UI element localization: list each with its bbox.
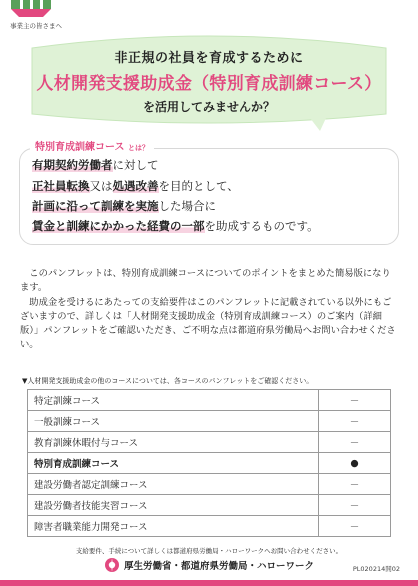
course-mark: －	[319, 411, 391, 432]
course-mark: －	[319, 495, 391, 516]
course-name: 一般訓練コース	[28, 411, 319, 432]
table-row	[28, 432, 391, 453]
page-title: 人材開発支援助成金（特別育成訓練コース）	[36, 74, 382, 94]
course-table	[27, 389, 391, 537]
intro-line1: 非正規の社員を育成するために	[114, 51, 304, 66]
course-mark: ●	[319, 453, 391, 474]
definition-line: 計画に沿って訓練を実施した場合に	[32, 199, 216, 213]
table-row	[28, 474, 391, 495]
course-name: 障害者職業能力開発コース	[28, 516, 319, 537]
course-mark: －	[319, 516, 391, 537]
table-row	[28, 516, 391, 537]
table-row	[28, 495, 391, 516]
ministry-name: 厚生労働省・都道府県労働局・ハローワーク	[124, 561, 315, 572]
table-row	[28, 390, 391, 411]
course-name: 特別育成訓練コース	[28, 453, 319, 474]
corner-logo	[8, 0, 54, 20]
course-name: 教育訓練休暇付与コース	[28, 432, 319, 453]
definition-line: 正社員転換又は処遇改善を目的として、	[32, 179, 239, 193]
course-name: 建設労働者認定訓練コース	[28, 474, 319, 495]
course-mark: －	[319, 390, 391, 411]
ministry-block	[104, 557, 314, 573]
pamphlet-code: PL020214開02	[352, 565, 400, 573]
course-mark: －	[319, 474, 391, 495]
course-name: 建設労働者技能実習コース	[28, 495, 319, 516]
intro-line3: を活用してみませんか？	[142, 100, 275, 114]
bottom-accent-bar	[0, 580, 418, 586]
course-mark: －	[319, 432, 391, 453]
intro-paragraph: このパンフレットは、特別育成訓練コースについてのポイントをまとめた簡易版になります。	[20, 268, 391, 293]
table-row	[28, 411, 391, 432]
ministry-logo-icon	[104, 557, 120, 573]
definition-label: 特別育成訓練コース とは？	[30, 138, 154, 153]
table-row-current	[28, 453, 391, 474]
table-note: ▼人材開発支援助成金の他のコースについては、各コースのパンフレットをご確認ください。	[22, 377, 314, 385]
footer-note: 支給要件、手続について詳しくは都道府県労働局・ハローワークへお問い合わせください。	[75, 547, 343, 555]
definition-line: 賃金と訓練にかかった経費の一部を助成するものです。	[32, 219, 319, 233]
requirements-paragraph: 助成金を受けるにあたっての支給要件はこのパンフレットに記載されている以外にもございますので、詳しくは「人材開発支援助成金（特別育成訓練コース）のご案内（詳細版）」パンフレットをご確認いただき、ご不明な点は都道府県労働局へお問い合わせください。	[20, 297, 396, 350]
audience-label: 事業主の皆さまへ	[10, 22, 62, 30]
definition-line: 有期契約労働者に対して	[32, 158, 159, 172]
course-name: 特定訓練コース	[28, 390, 319, 411]
